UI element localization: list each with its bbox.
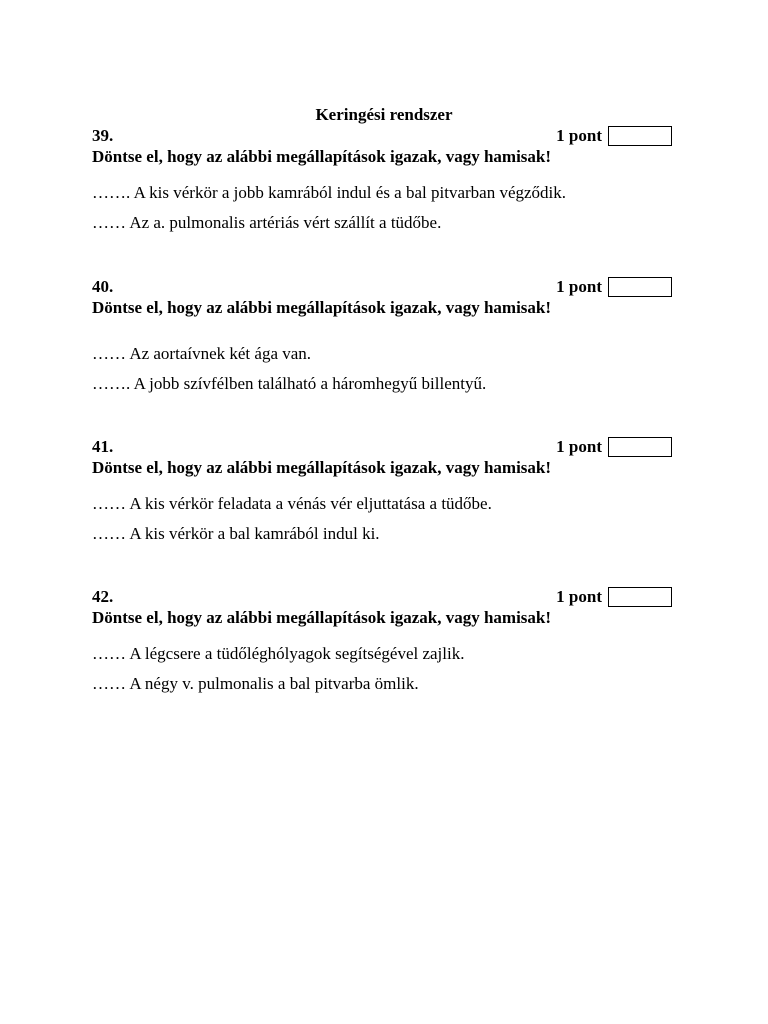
statement-text: A négy v. pulmonalis a bal pitvarba ömlik. (129, 674, 419, 693)
task-header (92, 587, 672, 607)
statement-text: A kis vérkör a bal kamrából indul ki. (129, 524, 380, 543)
task-points: 1 pont (556, 277, 602, 296)
task-instruction: Döntse el, hogy az alábbi megállapítások igazak, vagy hamisak! (92, 608, 552, 627)
task-number: 39. (92, 126, 114, 145)
answer-blank[interactable]: …… (92, 344, 126, 363)
task-header (92, 277, 672, 297)
answer-blank[interactable]: ……. (92, 183, 131, 202)
task-42 (92, 587, 672, 703)
task-header (92, 126, 672, 146)
answer-blank[interactable]: …… (92, 644, 126, 663)
statement-list (92, 493, 672, 553)
statement (92, 212, 672, 242)
task-header (92, 437, 672, 457)
task-number: 40. (92, 277, 114, 296)
answer-blank[interactable]: ……. (92, 374, 131, 393)
page-title: Keringési rendszer (315, 105, 453, 124)
statement (92, 373, 672, 403)
answer-blank[interactable]: …… (92, 213, 126, 232)
task-points: 1 pont (556, 437, 602, 456)
task-number: 41. (92, 437, 114, 456)
score-box[interactable] (608, 277, 672, 297)
statement-text: A kis vérkör a jobb kamrából indul és a bal pitvarban végződik. (133, 183, 567, 202)
task-39 (92, 126, 672, 242)
score-box[interactable] (608, 437, 672, 457)
statement-list (92, 343, 672, 403)
task-instruction: Döntse el, hogy az alábbi megállapítások igazak, vagy hamisak! (92, 458, 552, 477)
statement-text: A kis vérkör feladata a vénás vér eljuttatása a tüdőbe. (129, 494, 492, 513)
statement (92, 673, 672, 703)
task-points: 1 pont (556, 126, 602, 145)
statement (92, 182, 672, 212)
statement-text: A jobb szívfélben található a háromhegyű billentyű. (133, 374, 487, 393)
answer-blank[interactable]: …… (92, 524, 126, 543)
task-points: 1 pont (556, 587, 602, 606)
answer-blank[interactable]: …… (92, 674, 126, 693)
score-box[interactable] (608, 587, 672, 607)
task-instruction: Döntse el, hogy az alábbi megállapítások igazak, vagy hamisak! (92, 147, 552, 166)
task-40 (92, 277, 672, 403)
statement-list (92, 182, 672, 242)
task-instruction: Döntse el, hogy az alábbi megállapítások igazak, vagy hamisak! (92, 298, 552, 317)
statement-text: Az a. pulmonalis artériás vért szállít a tüdőbe. (129, 213, 442, 232)
statement-list (92, 643, 672, 703)
score-box[interactable] (608, 126, 672, 146)
task-41 (92, 437, 672, 553)
statement-text: Az aortaívnek két ága van. (129, 344, 312, 363)
task-number: 42. (92, 587, 114, 606)
statement (92, 643, 672, 673)
answer-blank[interactable]: …… (92, 494, 126, 513)
statement (92, 493, 672, 523)
statement (92, 523, 672, 553)
statement-text: A légcsere a tüdőléghólyagok segítségével zajlik. (129, 644, 465, 663)
statement (92, 343, 672, 373)
